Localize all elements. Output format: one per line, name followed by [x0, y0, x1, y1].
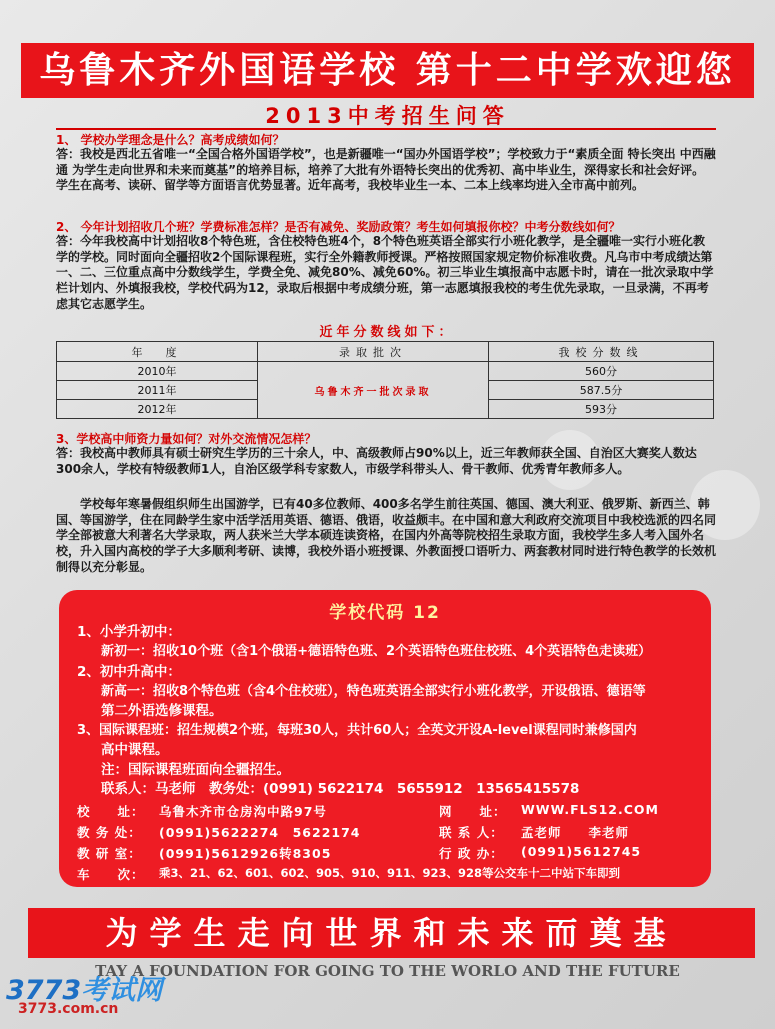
score-table: [56, 341, 714, 419]
admission-line: 2、初中升高中：: [77, 664, 181, 680]
admission-line: 3、国际课程班：招生规模2个班，每班30人，共计60人；全英文开设A-level课程同时兼修国内: [77, 723, 637, 738]
website-label: 网 址：: [439, 804, 507, 819]
question-1: 1、 学校办学理念是什么？高考成绩如何？: [56, 133, 285, 147]
answer-3: 答：我校高中教师具有硕士研究生学历的三十余人，中、高级教师占90%以上，近三年教师获全国、自治区大赛奖人数达300余人，学校有特级教师1人，自治区级学科专家数人，市级学科带头人、骨干教师、优秀青年教师多人。: [56, 446, 697, 476]
academic-office-label: 教 务 处：: [77, 825, 142, 840]
question-3: 3、学校高中师资力量如何？对外交流情况怎样？: [56, 432, 317, 446]
admission-line: 注：国际课程班面向全疆招生。: [101, 762, 290, 778]
table-header-row: [57, 342, 714, 362]
admission-line: 新初一：招收10个班（含1个俄语+德语特色班、2个英语特色班住校班、4个英语特色走读班）: [101, 644, 652, 659]
admission-line: 第二外语选修课程。: [101, 703, 223, 719]
address-value: 乌鲁木齐市仓房沟中路97号: [159, 804, 327, 819]
admin-office-label: 行 政 办：: [439, 846, 504, 861]
admission-info-box: [59, 590, 711, 887]
academic-office-phone: (0991)5622274 5622174: [159, 825, 361, 840]
bus-label: 车 次：: [77, 867, 145, 882]
school-code-title: 学校代码 12: [329, 603, 441, 623]
question-2: 2、 今年计划招收几个班？学费标准怎样？是否有减免、奖励政策？考生如何填报你校？中考分数线如何？: [56, 220, 621, 234]
admission-line: 联系人：马老师 教务处：(0991) 5622174 5655912 13565415578: [101, 781, 580, 797]
answer-3-paragraph-2: 学校每年寒暑假组织师生出国游学，已有40多位教师、400多名学生前往英国、德国、澳大利亚、俄罗斯、新西兰、韩国、等国游学，住在同龄学生家中活学活用英语、德语、俄语，收益颇丰。在中国和意大利政府交流项目中我校选派的四名同学全部被意大利著名大学录取，两人获米兰大学本硕连读资格，在国内外高等院校招生录取方面，我校学生多人考入国外名校，升入国内高校的学子大多顺利考研、读博，我校外语小班授课、外教面授口语听力、两套教材同时进行特色教学的长效机制得以充分彰显。: [56, 497, 717, 574]
column-header-year: 年 度: [57, 342, 258, 362]
header-banner: 乌鲁木齐外国语学校 第十二中学欢迎您: [21, 43, 754, 98]
year-cell: 2010年: [57, 362, 258, 381]
english-slogan: TAY A FOUNDATION FOR GOING TO THE WORLO AND THE FUTURE: [95, 962, 680, 980]
column-header-score: 我校分数线: [489, 342, 714, 362]
website-link[interactable]: WWW.FLS12.COM: [521, 802, 659, 817]
slogan-banner: 为学生走向世界和未来而奠基: [28, 908, 755, 958]
watermark-brand: 3773: [6, 975, 82, 1006]
answer-1: 答：我校是西北五省唯一“全国合格外国语学校”，也是新疆唯一“国办外国语学校”；学校致力于“素质全面 特长突出 中西融通 为学生走向世界和未来而奠基”的培养目标，培养了大批有外语特长突出的优秀初、高中毕业生，深得家长和社会好评。学生在高考、读研、留学等方面语言优势显著。近年高考，我校毕业生一本、二本上线率均进入全市高中前列。: [56, 147, 716, 193]
score-cell: 587.5分: [489, 381, 714, 400]
admin-office-phone: (0991)5612745: [521, 844, 642, 859]
table-row: [57, 362, 714, 381]
admission-line: 1、小学升初中：: [77, 624, 181, 640]
page-title: 2013中考招生问答: [265, 104, 510, 128]
score-table-title: 近年分数线如下：: [319, 325, 456, 340]
admission-line: 高中课程。: [101, 742, 169, 758]
watermark-brand-cn: 考试网: [81, 975, 163, 1006]
score-cell: 593分: [489, 400, 714, 419]
research-office-phone: (0991)5612926转8305: [159, 846, 332, 861]
site-watermark: [6, 968, 162, 1017]
score-cell: 560分: [489, 362, 714, 381]
contact-person-label: 联 系 人：: [439, 825, 504, 840]
year-cell: 2012年: [57, 400, 258, 419]
watermark-url: 3773.com.cn: [18, 1001, 119, 1017]
answer-2: 答：今年我校高中计划招收8个特色班，含住校特色班4个，8个特色班英语全部实行小班化教学，是全疆唯一实行小班化教学的学校。同时面向全疆招收2个国际课程班，实行全外籍教师授课。严格按照国家规定物价标准收费。凡乌市中考成绩达第一、二、三位重点高中分数线学生，学费全免、减免80%、减免60%。初三毕业生填报高中志愿卡时，请在一批次录取中学栏计划内、外填报我校，学校代码为12，录取后根据中考成绩分班，第一志愿填报我校的考生优先录取，一旦录满，不再考虑其它志愿学生。: [56, 234, 714, 311]
bus-routes: 乘3、21、62、601、602、905、910、911、923、928等公交车十二中站下车即到: [159, 866, 621, 880]
batch-cell: 乌鲁木齐一批次录取: [258, 362, 489, 419]
title-underline: [56, 128, 716, 130]
column-header-batch: 录取批次: [258, 342, 489, 362]
address-label: 校 址：: [77, 804, 145, 819]
contact-person-value: 孟老师 李老师: [521, 825, 630, 840]
year-cell: 2011年: [57, 381, 258, 400]
research-office-label: 教 研 室：: [77, 846, 142, 861]
admission-line: 新高一：招收8个特色班（含4个住校班），特色班英语全部实行小班化教学，开设俄语、德语等: [101, 684, 646, 699]
